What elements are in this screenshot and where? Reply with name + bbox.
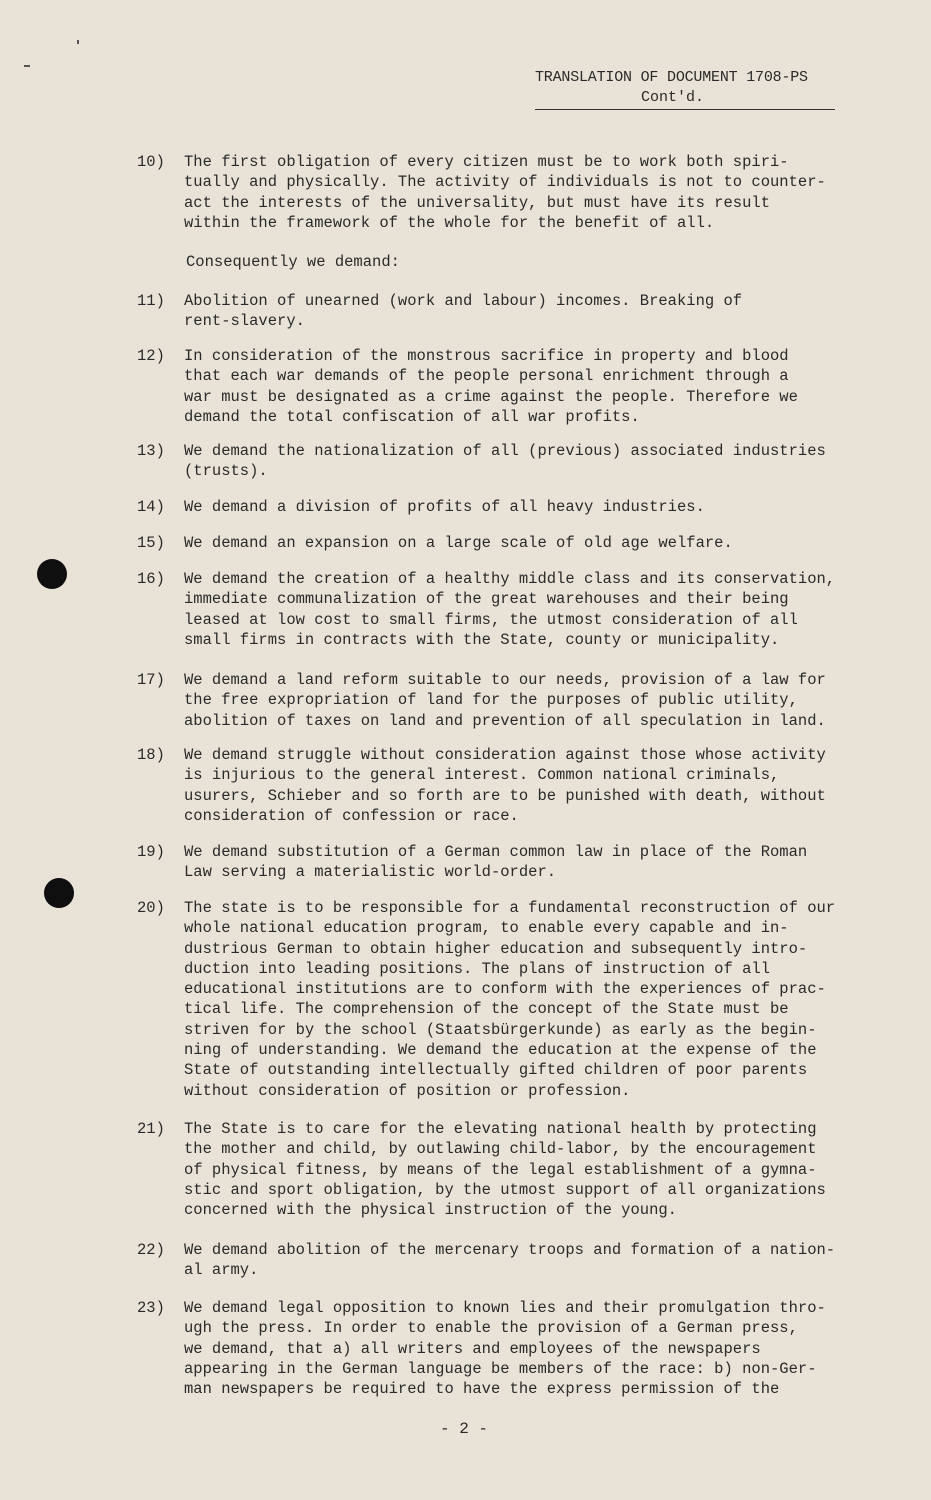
item-21 bbox=[137, 1119, 877, 1220]
item-11 bbox=[137, 291, 877, 332]
punch-hole-lower bbox=[44, 878, 74, 908]
item-text: We demand a division of profits of all heavy industries. bbox=[184, 498, 705, 516]
item-text: We demand the nationalization of all (previous) associated industries (trusts). bbox=[184, 442, 826, 481]
item-number: 19) bbox=[137, 843, 165, 861]
item-number: 10) bbox=[137, 153, 165, 171]
paper-mark bbox=[77, 40, 79, 44]
item-number: 17) bbox=[137, 671, 165, 689]
paper-mark bbox=[24, 65, 30, 67]
item-number: 20) bbox=[137, 899, 165, 917]
consequently-line: Consequently we demand: bbox=[186, 253, 400, 271]
item-text: In consideration of the monstrous sacrifice in property and blood that each war demands of the people personal enrichment through a war must be designated as a crime against the people. Therefore we demand the total confiscation of all war profits. bbox=[184, 347, 798, 426]
item-number: 14) bbox=[137, 498, 165, 516]
item-12 bbox=[137, 346, 877, 427]
item-number: 15) bbox=[137, 534, 165, 552]
item-17 bbox=[137, 670, 877, 731]
item-16 bbox=[137, 569, 877, 650]
item-10 bbox=[137, 152, 877, 233]
item-number: 18) bbox=[137, 746, 165, 764]
item-text: Abolition of unearned (work and labour) incomes. Breaking of rent-slavery. bbox=[184, 292, 743, 331]
item-number: 12) bbox=[137, 347, 165, 365]
item-number: 22) bbox=[137, 1241, 165, 1259]
page-number: - 2 - bbox=[440, 1420, 489, 1438]
header-underline bbox=[535, 109, 835, 110]
item-text: We demand a land reform suitable to our needs, provision of a law for the free expropriation of land for the purposes of public utility, abolition of taxes on land and prevention of all speculation in land. bbox=[184, 671, 826, 730]
item-number: 23) bbox=[137, 1299, 165, 1317]
item-text: We demand the creation of a healthy middle class and its conservation, immediate communalization of the great warehouses and their being leased at low cost to small firms, the utmost consideration of all small firms in contracts with the State, county or municipality. bbox=[184, 570, 836, 649]
item-18 bbox=[137, 745, 877, 826]
item-number: 13) bbox=[137, 442, 165, 460]
item-20 bbox=[137, 898, 877, 1101]
item-15 bbox=[137, 533, 877, 553]
item-text: We demand struggle without consideration against those whose activity is injurious to the general interest. Common national criminals, usurers, Schieber and so forth are to be punished with death, without consideration of confession or race. bbox=[184, 746, 826, 825]
item-number: 11) bbox=[137, 292, 165, 310]
header-title: TRANSLATION OF DOCUMENT 1708-PS bbox=[535, 69, 808, 86]
item-19 bbox=[137, 842, 877, 883]
item-23 bbox=[137, 1298, 877, 1399]
item-text: The first obligation of every citizen must be to work both spiri- tually and physically. The activity of individuals is not to counter- act the interests of the universality, but must have its result within the framework of the whole for the benefit of all. bbox=[184, 153, 826, 232]
item-text: We demand substitution of a German common law in place of the Roman Law serving a materialistic world-order. bbox=[184, 843, 808, 882]
item-text: The State is to care for the elevating national health by protecting the mother and child, by outlawing child-labor, by the encouragement of physical fitness, by means of the legal establishment of a gymna- stic and sport obligation, by the utmost support of all organizations concerned with the physical instruction of the young. bbox=[184, 1120, 826, 1220]
document-header bbox=[535, 68, 835, 110]
item-text: We demand legal opposition to known lies and their promulgation thro- ugh the press. In order to enable the provision of a German press, we demand, that a) all writers and employees of the newspapers appearing in the German language be members of the race: b) non-Ger- man newspapers be required to have the express permission of the bbox=[184, 1299, 826, 1399]
item-text: We demand an expansion on a large scale of old age welfare. bbox=[184, 534, 733, 552]
item-14 bbox=[137, 497, 877, 517]
item-13 bbox=[137, 441, 877, 482]
header-continued: Cont'd. bbox=[641, 89, 705, 106]
item-22 bbox=[137, 1240, 877, 1281]
item-text: The state is to be responsible for a fundamental reconstruction of our whole national education program, to enable every capable and in- dustrious German to obtain higher education and subsequently intro- duction into leading positions. The plans of instruction of all educational institutions are to conform with the experiences of prac- tical life. The comprehension of the concept of the State must be striven for by the school (Staatsbürgerkunde) as early as the begin- ning of understanding. We demand the education at the expense of the State of outstanding intellectually gifted children of poor parents without consideration of position or profession. bbox=[184, 899, 836, 1100]
item-text: We demand abolition of the mercenary troops and formation of a nation- al army. bbox=[184, 1241, 836, 1280]
punch-hole-upper bbox=[37, 559, 67, 589]
item-number: 21) bbox=[137, 1120, 165, 1138]
item-number: 16) bbox=[137, 570, 165, 588]
